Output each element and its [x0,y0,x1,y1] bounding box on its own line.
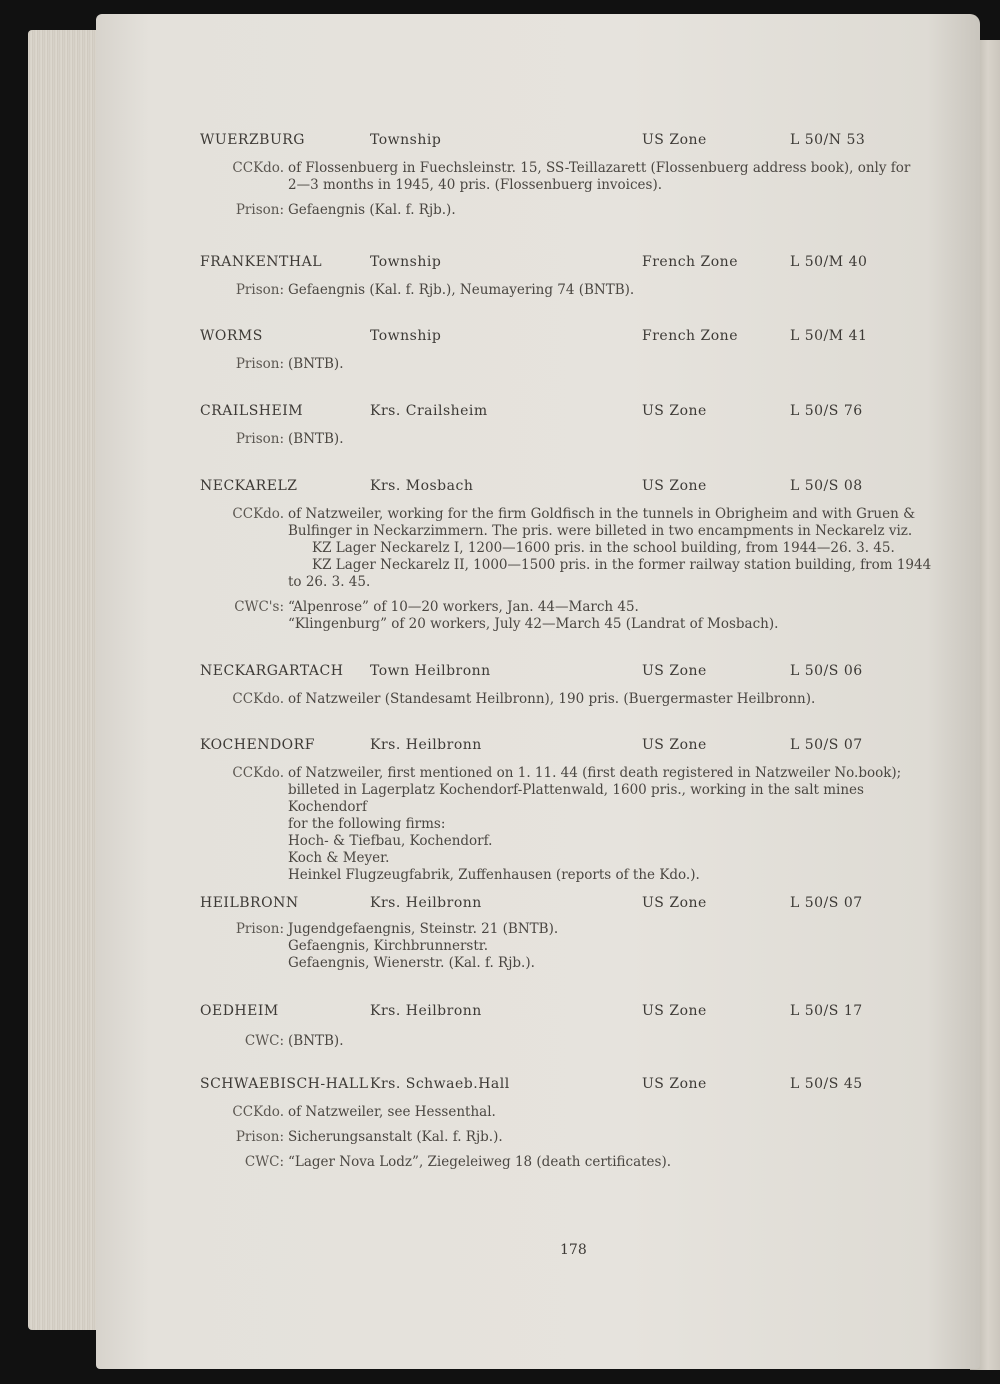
text-line: Koch & Meyer. [288,850,390,866]
text-line: of Natzweiler, see Hessenthal. [288,1104,496,1120]
grid-reference: L 50/S 45 [790,1076,863,1092]
entry-line [200,1129,940,1146]
place-name: NECKARELZ [200,478,298,494]
text-line: for the following firms: [288,816,446,832]
text-line: “Klingenburg” of 20 workers, July 42—March 45 (Landrat of Mosbach). [288,616,779,632]
text-line: of Natzweiler (Standesamt Heilbronn), 190 pris. (Buergermaster Heilbronn). [288,691,816,707]
entry-line [200,1033,940,1050]
zone: US Zone [642,403,707,419]
entry-line [200,202,940,219]
line-text [288,160,940,194]
line-label: Prison: [235,202,284,218]
line-label: CWC's: [234,599,284,615]
entry-header [200,254,940,276]
text-line: 2—3 months in 1945, 40 pris. (Flossenbuerg invoices). [288,177,663,193]
line-text [288,1154,940,1171]
place-name: OEDHEIM [200,1003,279,1019]
line-text [288,691,940,708]
entry [200,1003,940,1050]
entry [200,737,940,884]
entry-header [200,737,940,759]
entry [200,132,940,219]
text-line: Bulfinger in Neckarzimmern. The pris. were billeted in two encampments in Neckarelz viz. [288,523,913,539]
entry [200,1076,940,1171]
text-line: billeted in Lagerplatz Kochendorf-Plattenwald, 1600 pris., working in the salt mines Kochendorf [288,782,864,815]
entry-line [200,921,940,972]
place-type: Town Heilbronn [370,663,491,679]
line-text [288,1033,940,1050]
zone: French Zone [642,254,738,270]
place-name: FRANKENTHAL [200,254,322,270]
entry-line [200,506,940,591]
text-line: Gefaengnis, Wienerstr. (Kal. f. Rjb.). [288,955,535,971]
entry-line [200,691,940,708]
line-text [288,356,940,373]
text-line: to 26. 3. 45. [288,574,371,590]
text-line: of Flossenbuerg in Fuechsleinstr. 15, SS-Teillazarett (Flossenbuerg address book), only for [288,160,911,176]
place-name: SCHWAEBISCH-HALL [200,1076,369,1092]
text-line: Hoch- & Tiefbau, Kochendorf. [288,833,493,849]
line-text [288,921,940,972]
line-label: CCKdo. [232,1104,284,1120]
zone: US Zone [642,1003,707,1019]
zone: US Zone [642,478,707,494]
entry-line [200,599,940,633]
place-type: Township [370,328,442,344]
text-line: “Alpenrose” of 10—20 workers, Jan. 44—March 45. [288,599,639,615]
entry-line [200,431,940,448]
text-line: Jugendgefaengnis, Steinstr. 21 (BNTB). [288,921,559,937]
line-text [288,282,940,299]
place-type: Krs. Heilbronn [370,737,482,753]
line-label: CCKdo. [232,160,284,176]
line-label: CCKdo. [232,506,284,522]
place-type: Krs. Heilbronn [370,895,482,911]
line-label: Prison: [235,921,284,937]
entry-line [200,1104,940,1121]
place-name: KOCHENDORF [200,737,315,753]
entry [200,403,940,448]
text-line: Sicherungsanstalt (Kal. f. Rjb.). [288,1129,503,1145]
page-number: 178 [560,1242,587,1258]
line-label: CCKdo. [232,765,284,781]
line-label: Prison: [235,282,284,298]
line-text [288,202,940,219]
entry [200,254,940,299]
entry [200,328,940,373]
text-line: KZ Lager Neckarelz II, 1000—1500 pris. in the former railway station building, from 1944 [312,557,932,573]
grid-reference: L 50/S 08 [790,478,863,494]
line-text [288,506,940,591]
place-name: WUERZBURG [200,132,305,148]
grid-reference: L 50/S 07 [790,895,863,911]
entry-header [200,478,940,500]
text-line: KZ Lager Neckarelz I, 1200—1600 pris. in the school building, from 1944—26. 3. 45. [312,540,895,556]
text-line: Heinkel Flugzeugfabrik, Zuffenhausen (reports of the Kdo.). [288,867,700,883]
text-line: Gefaengnis (Kal. f. Rjb.). [288,202,456,218]
zone: US Zone [642,737,707,753]
entry [200,478,940,633]
line-text [288,599,940,633]
line-label: CCKdo. [232,691,284,707]
grid-reference: L 50/S 06 [790,663,863,679]
grid-reference: L 50/M 40 [790,254,868,270]
line-text [288,1104,940,1121]
place-type: Township [370,254,442,270]
text-line: of Natzweiler, first mentioned on 1. 11. 44 (first death registered in Natzweiler No.book); [288,765,902,781]
line-text [288,765,940,884]
grid-reference: L 50/N 53 [790,132,866,148]
line-label: Prison: [235,356,284,372]
entry-header [200,403,940,425]
grid-reference: L 50/S 07 [790,737,863,753]
place-name: HEILBRONN [200,895,299,911]
place-name: NECKARGARTACH [200,663,344,679]
line-text [288,1129,940,1146]
text-line: Gefaengnis, Kirchbrunnerstr. [288,938,489,954]
text-line: “Lager Nova Lodz”, Ziegeleiweg 18 (death certificates). [288,1154,672,1170]
zone: French Zone [642,328,738,344]
entry-header [200,328,940,350]
zone: US Zone [642,132,707,148]
place-type: Krs. Crailsheim [370,403,488,419]
entry-header [200,132,940,154]
text-line: of Natzweiler, working for the firm Goldfisch in the tunnels in Obrigheim and with Gruen & [288,506,916,522]
line-text [288,431,940,448]
entry-line [200,160,940,194]
grid-reference: L 50/S 17 [790,1003,863,1019]
place-type: Township [370,132,442,148]
line-label: CWC: [244,1154,284,1170]
entry-header [200,1076,940,1098]
place-name: CRAILSHEIM [200,403,304,419]
entry [200,895,940,972]
entry-line [200,282,940,299]
zone: US Zone [642,895,707,911]
entry-line [200,356,940,373]
text-line: (BNTB). [288,1033,344,1049]
text-line: Gefaengnis (Kal. f. Rjb.), Neumayering 74 (BNTB). [288,282,635,298]
entry-line [200,765,940,884]
entry [200,663,940,708]
place-name: WORMS [200,328,263,344]
entry-header [200,663,940,685]
text-line: (BNTB). [288,356,344,372]
line-label: Prison: [235,1129,284,1145]
place-type: Krs. Schwaeb.Hall [370,1076,510,1092]
entry-header [200,895,940,917]
grid-reference: L 50/M 41 [790,328,868,344]
place-type: Krs. Heilbronn [370,1003,482,1019]
line-label: CWC: [244,1033,284,1049]
zone: US Zone [642,1076,707,1092]
place-type: Krs. Mosbach [370,478,474,494]
line-label: Prison: [235,431,284,447]
entry-line [200,1154,940,1171]
text-line: (BNTB). [288,431,344,447]
entry-header [200,1003,940,1025]
zone: US Zone [642,663,707,679]
grid-reference: L 50/S 76 [790,403,863,419]
